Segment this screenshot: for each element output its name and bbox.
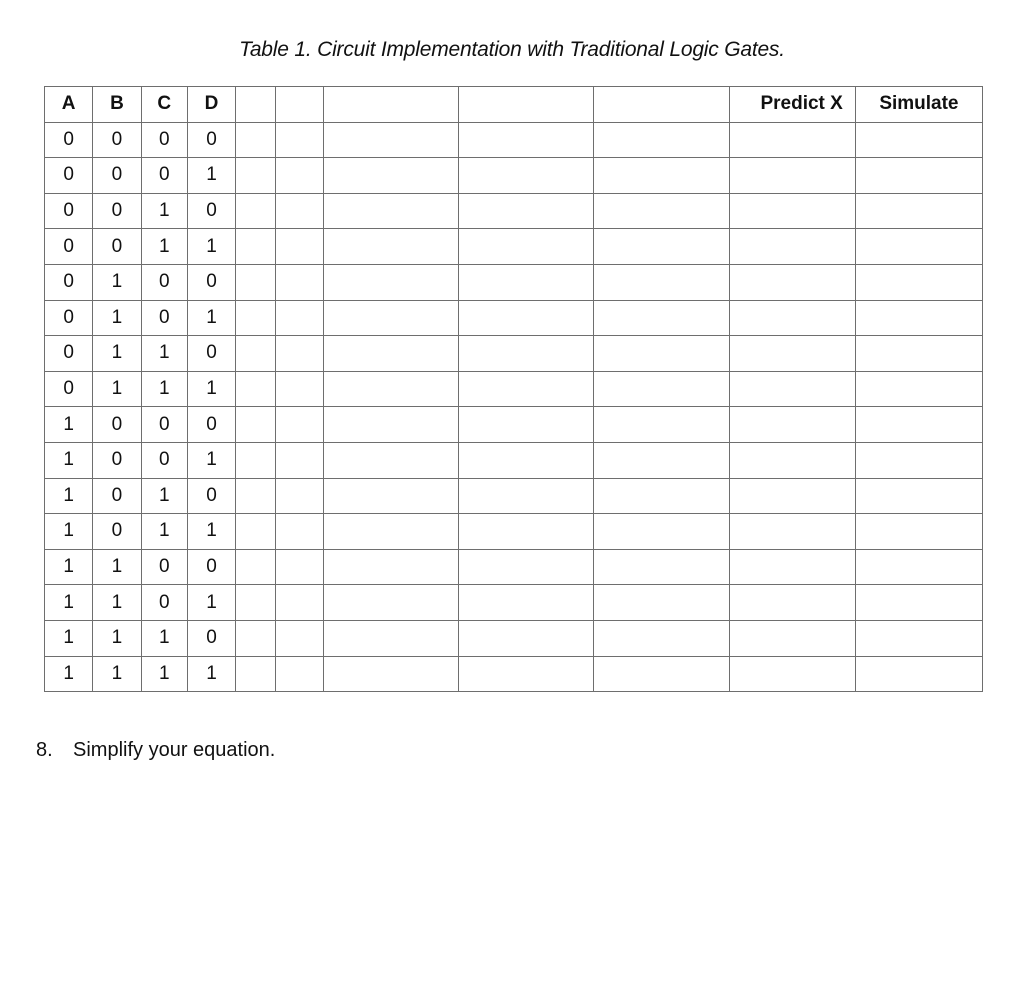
simulate-cell[interactable]: [855, 158, 982, 194]
blank-cell-1[interactable]: [236, 620, 276, 656]
blank-cell-1[interactable]: [236, 229, 276, 265]
blank-cell-2[interactable]: [276, 478, 324, 514]
cell-b: 1: [93, 336, 141, 372]
blank-cell-4[interactable]: [458, 549, 594, 585]
blank-cell-4[interactable]: [458, 300, 594, 336]
blank-cell-2[interactable]: [276, 264, 324, 300]
cell-c: 1: [141, 371, 187, 407]
table-row: [45, 407, 983, 443]
predict-x-cell[interactable]: [729, 300, 855, 336]
cell-a: 0: [45, 122, 93, 158]
simulate-cell[interactable]: [855, 585, 982, 621]
blank-cell-3[interactable]: [324, 656, 458, 692]
blank-cell-3[interactable]: [324, 122, 458, 158]
cell-a: 1: [45, 620, 93, 656]
cell-a: 0: [45, 229, 93, 265]
blank-cell-5[interactable]: [594, 407, 730, 443]
predict-x-cell[interactable]: [729, 620, 855, 656]
cell-c: 1: [141, 229, 187, 265]
simulate-cell[interactable]: [855, 620, 982, 656]
predict-x-cell[interactable]: [729, 549, 855, 585]
simulate-cell[interactable]: [855, 478, 982, 514]
blank-cell-3[interactable]: [324, 336, 458, 372]
blank-cell-1[interactable]: [236, 158, 276, 194]
cell-a: 0: [45, 158, 93, 194]
cell-d: 0: [187, 407, 235, 443]
question-number: 8.: [36, 739, 53, 761]
blank-cell-2[interactable]: [276, 656, 324, 692]
blank-cell-4[interactable]: [458, 514, 594, 550]
blank-cell-1[interactable]: [236, 122, 276, 158]
cell-b: 1: [93, 371, 141, 407]
cell-c: 1: [141, 478, 187, 514]
simulate-cell[interactable]: [855, 514, 982, 550]
blank-cell-4[interactable]: [458, 478, 594, 514]
blank-cell-2[interactable]: [276, 407, 324, 443]
simulate-cell[interactable]: [855, 442, 982, 478]
cell-b: 0: [93, 193, 141, 229]
blank-cell-1[interactable]: [236, 264, 276, 300]
cell-c: 0: [141, 407, 187, 443]
blank-cell-3[interactable]: [324, 371, 458, 407]
cell-b: 0: [93, 229, 141, 265]
blank-cell-3[interactable]: [324, 478, 458, 514]
cell-d: 1: [187, 158, 235, 194]
blank-cell-4[interactable]: [458, 620, 594, 656]
blank-cell-5[interactable]: [594, 549, 730, 585]
blank-cell-5[interactable]: [594, 264, 730, 300]
header-blank-2: [276, 87, 324, 123]
blank-cell-4[interactable]: [458, 442, 594, 478]
blank-cell-2[interactable]: [276, 549, 324, 585]
cell-c: 1: [141, 656, 187, 692]
simulate-cell[interactable]: [855, 407, 982, 443]
cell-c: 1: [141, 193, 187, 229]
predict-x-cell[interactable]: [729, 193, 855, 229]
cell-d: 0: [187, 122, 235, 158]
cell-a: 1: [45, 549, 93, 585]
cell-b: 0: [93, 158, 141, 194]
blank-cell-5[interactable]: [594, 229, 730, 265]
cell-b: 1: [93, 264, 141, 300]
simulate-cell[interactable]: [855, 549, 982, 585]
truth-table: [44, 86, 983, 692]
blank-cell-1[interactable]: [236, 478, 276, 514]
blank-cell-2[interactable]: [276, 514, 324, 550]
blank-cell-4[interactable]: [458, 585, 594, 621]
blank-cell-4[interactable]: [458, 336, 594, 372]
blank-cell-2[interactable]: [276, 336, 324, 372]
cell-c: 0: [141, 300, 187, 336]
predict-x-cell[interactable]: [729, 122, 855, 158]
blank-cell-4[interactable]: [458, 193, 594, 229]
header-blank-3: [324, 87, 458, 123]
table-row: [45, 549, 983, 585]
table-row: [45, 442, 983, 478]
table-caption: Table 1. Circuit Implementation with Traditional Logic Gates.: [239, 38, 785, 61]
header-blank-4: [458, 87, 594, 123]
cell-c: 0: [141, 122, 187, 158]
cell-b: 1: [93, 300, 141, 336]
table-row: [45, 193, 983, 229]
blank-cell-3[interactable]: [324, 300, 458, 336]
cell-b: 1: [93, 656, 141, 692]
blank-cell-5[interactable]: [594, 478, 730, 514]
table-row: [45, 264, 983, 300]
cell-a: 1: [45, 514, 93, 550]
cell-c: 1: [141, 620, 187, 656]
header-simulate: Simulate: [855, 87, 982, 123]
blank-cell-4[interactable]: [458, 371, 594, 407]
predict-x-cell[interactable]: [729, 229, 855, 265]
blank-cell-4[interactable]: [458, 407, 594, 443]
blank-cell-4[interactable]: [458, 229, 594, 265]
simulate-cell[interactable]: [855, 122, 982, 158]
blank-cell-4[interactable]: [458, 656, 594, 692]
cell-d: 0: [187, 336, 235, 372]
table-row: [45, 336, 983, 372]
simulate-cell[interactable]: [855, 656, 982, 692]
header-blank-5: [594, 87, 730, 123]
simulate-cell[interactable]: [855, 229, 982, 265]
blank-cell-1[interactable]: [236, 193, 276, 229]
blank-cell-4[interactable]: [458, 158, 594, 194]
blank-cell-3[interactable]: [324, 620, 458, 656]
blank-cell-2[interactable]: [276, 585, 324, 621]
blank-cell-2[interactable]: [276, 371, 324, 407]
simulate-cell[interactable]: [855, 336, 982, 372]
blank-cell-1[interactable]: [236, 336, 276, 372]
question-8: [36, 739, 275, 762]
table-row: [45, 620, 983, 656]
cell-c: 0: [141, 264, 187, 300]
blank-cell-3[interactable]: [324, 264, 458, 300]
blank-cell-5[interactable]: [594, 656, 730, 692]
cell-d: 1: [187, 229, 235, 265]
cell-b: 0: [93, 514, 141, 550]
blank-cell-5[interactable]: [594, 336, 730, 372]
cell-d: 0: [187, 549, 235, 585]
table-body: [45, 122, 983, 692]
cell-d: 0: [187, 264, 235, 300]
cell-b: 0: [93, 478, 141, 514]
blank-cell-1[interactable]: [236, 371, 276, 407]
cell-c: 0: [141, 442, 187, 478]
cell-b: 0: [93, 122, 141, 158]
blank-cell-5[interactable]: [594, 300, 730, 336]
predict-x-cell[interactable]: [729, 336, 855, 372]
cell-a: 0: [45, 336, 93, 372]
cell-a: 0: [45, 300, 93, 336]
blank-cell-1[interactable]: [236, 442, 276, 478]
cell-c: 0: [141, 549, 187, 585]
table-row: [45, 229, 983, 265]
blank-cell-5[interactable]: [594, 585, 730, 621]
simulate-cell[interactable]: [855, 193, 982, 229]
simulate-cell[interactable]: [855, 264, 982, 300]
blank-cell-1[interactable]: [236, 656, 276, 692]
blank-cell-3[interactable]: [324, 549, 458, 585]
cell-d: 1: [187, 442, 235, 478]
cell-c: 0: [141, 158, 187, 194]
blank-cell-2[interactable]: [276, 229, 324, 265]
blank-cell-2[interactable]: [276, 442, 324, 478]
table-row: [45, 158, 983, 194]
cell-b: 1: [93, 620, 141, 656]
header-blank-1: [236, 87, 276, 123]
blank-cell-2[interactable]: [276, 122, 324, 158]
cell-d: 1: [187, 585, 235, 621]
predict-x-cell[interactable]: [729, 656, 855, 692]
simulate-cell[interactable]: [855, 371, 982, 407]
header-d: D: [187, 87, 235, 123]
blank-cell-3[interactable]: [324, 158, 458, 194]
blank-cell-4[interactable]: [458, 264, 594, 300]
blank-cell-5[interactable]: [594, 442, 730, 478]
cell-a: 1: [45, 585, 93, 621]
header-predict-x: Predict X: [729, 87, 855, 123]
header-row: [45, 87, 983, 123]
cell-c: 1: [141, 336, 187, 372]
blank-cell-5[interactable]: [594, 371, 730, 407]
cell-b: 1: [93, 585, 141, 621]
table-row: [45, 656, 983, 692]
blank-cell-5[interactable]: [594, 193, 730, 229]
predict-x-cell[interactable]: [729, 371, 855, 407]
blank-cell-1[interactable]: [236, 585, 276, 621]
cell-b: 1: [93, 549, 141, 585]
blank-cell-1[interactable]: [236, 300, 276, 336]
cell-d: 0: [187, 193, 235, 229]
table-row: [45, 585, 983, 621]
header-a: A: [45, 87, 93, 123]
blank-cell-5[interactable]: [594, 514, 730, 550]
blank-cell-3[interactable]: [324, 229, 458, 265]
cell-a: 1: [45, 407, 93, 443]
cell-a: 1: [45, 478, 93, 514]
blank-cell-5[interactable]: [594, 158, 730, 194]
cell-c: 0: [141, 585, 187, 621]
cell-d: 1: [187, 514, 235, 550]
blank-cell-1[interactable]: [236, 514, 276, 550]
simulate-cell[interactable]: [855, 300, 982, 336]
cell-b: 0: [93, 442, 141, 478]
table-row: [45, 478, 983, 514]
table-row: [45, 371, 983, 407]
question-text: Simplify your equation.: [73, 739, 276, 761]
blank-cell-3[interactable]: [324, 514, 458, 550]
blank-cell-3[interactable]: [324, 193, 458, 229]
blank-cell-3[interactable]: [324, 585, 458, 621]
blank-cell-5[interactable]: [594, 620, 730, 656]
cell-a: 0: [45, 193, 93, 229]
cell-d: 0: [187, 620, 235, 656]
table-row: [45, 514, 983, 550]
predict-x-cell[interactable]: [729, 442, 855, 478]
cell-a: 1: [45, 442, 93, 478]
header-b: B: [93, 87, 141, 123]
blank-cell-1[interactable]: [236, 407, 276, 443]
predict-x-cell[interactable]: [729, 264, 855, 300]
blank-cell-2[interactable]: [276, 300, 324, 336]
predict-x-cell[interactable]: [729, 514, 855, 550]
blank-cell-2[interactable]: [276, 620, 324, 656]
predict-x-cell[interactable]: [729, 407, 855, 443]
blank-cell-4[interactable]: [458, 122, 594, 158]
blank-cell-1[interactable]: [236, 549, 276, 585]
table-row: [45, 122, 983, 158]
blank-cell-3[interactable]: [324, 407, 458, 443]
predict-x-cell[interactable]: [729, 158, 855, 194]
blank-cell-2[interactable]: [276, 193, 324, 229]
blank-cell-5[interactable]: [594, 122, 730, 158]
header-c: C: [141, 87, 187, 123]
cell-d: 1: [187, 371, 235, 407]
predict-x-cell[interactable]: [729, 478, 855, 514]
cell-c: 1: [141, 514, 187, 550]
cell-b: 0: [93, 407, 141, 443]
blank-cell-2[interactable]: [276, 158, 324, 194]
cell-a: 0: [45, 371, 93, 407]
cell-a: 1: [45, 656, 93, 692]
cell-d: 1: [187, 300, 235, 336]
blank-cell-3[interactable]: [324, 442, 458, 478]
cell-d: 0: [187, 478, 235, 514]
cell-a: 0: [45, 264, 93, 300]
table-row: [45, 300, 983, 336]
predict-x-cell[interactable]: [729, 585, 855, 621]
cell-d: 1: [187, 656, 235, 692]
